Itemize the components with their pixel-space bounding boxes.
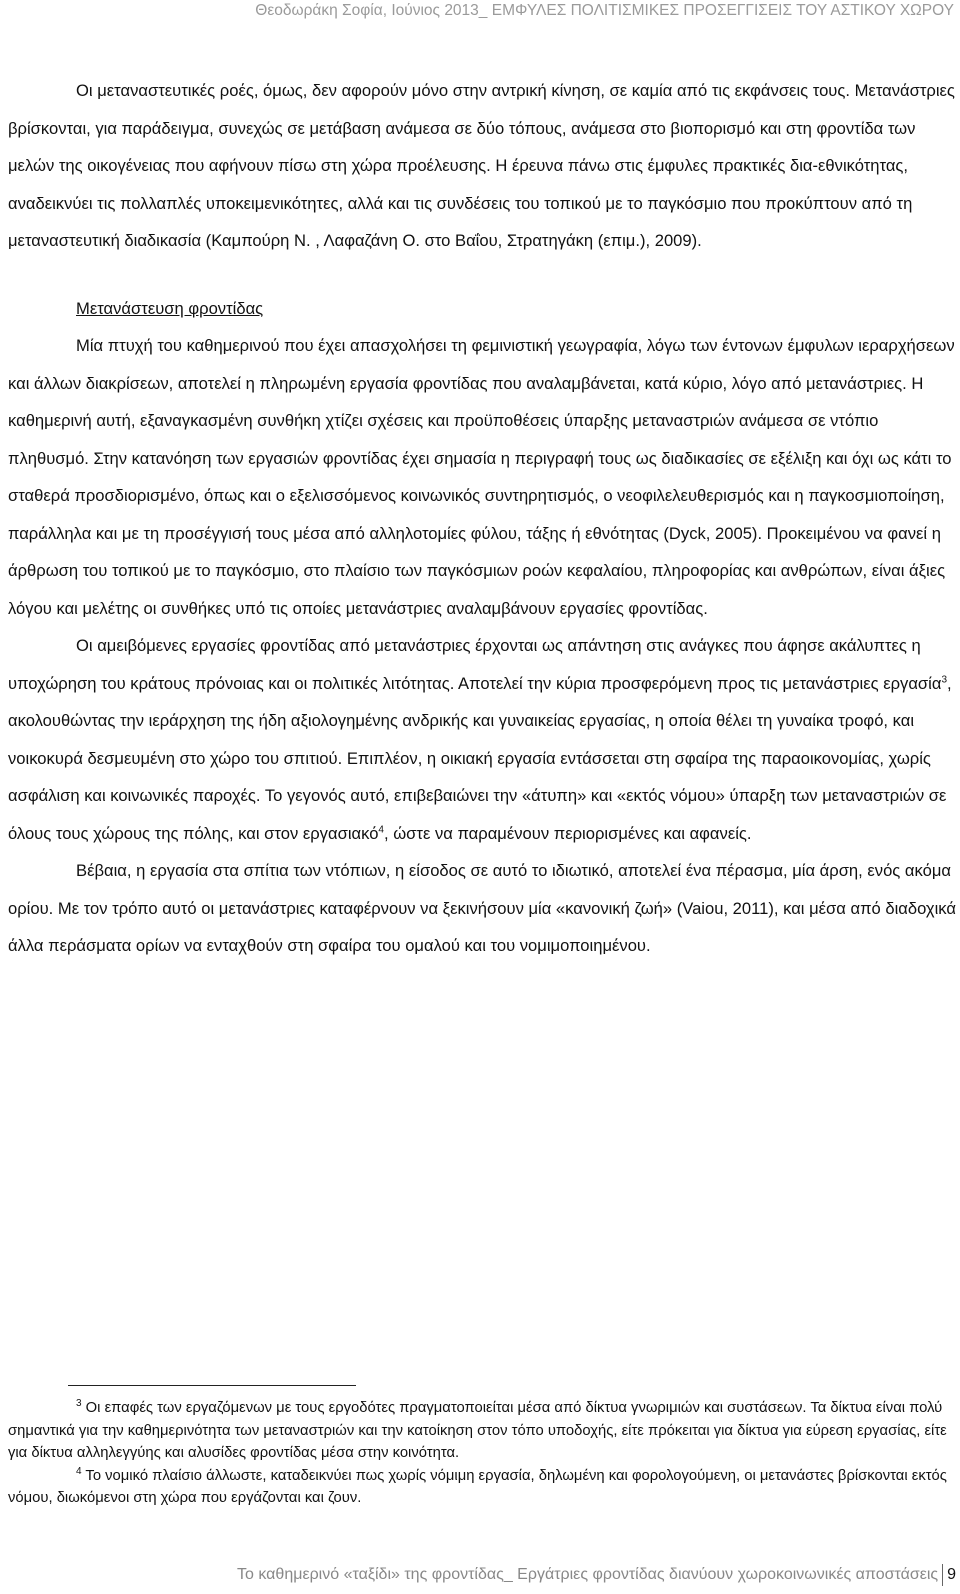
document-body [8,72,956,965]
paragraph-spacer [8,260,956,290]
footer-divider [942,1564,943,1586]
footnotes [8,1397,956,1510]
footnote-separator [68,1385,356,1386]
paragraph-4: Βέβαια, η εργασία στα σπίτια των ντόπιων, η είσοδος σε αυτό το ιδιωτικό, αποτελεί ένα πέρασμα, μία άρση, ενός ακόμα ορίου. Με τον τρόπο αυτό οι μετανάστριες καταφέρνουν να ξεκινήσουν μία «κανονική ζωή» (Vaiou, 2011), και μέσα από διαδοχικά άλλα περάσματα ορίων να ενταχθούν στη σφαίρα του ομαλού και του νομιμοποιημένου. [8,861,956,955]
paragraph-3: Οι αμειβόμενες εργασίες φροντίδας από μετανάστριες έρχονται ως απάντηση στις ανάγκες που άφησε ακάλυπτες η υποχώρηση του κράτους πρόνοιας και οι πολιτικές λιτότητας. Αποτελεί την κύρια προσφερόμενη προς τις μετανάστριες εργασία$^3$, ακολουθώντας την ιεράρχηση της ήδη αξιολογημένης ανδρικής και γυναικείας εργασίας, η οποία θέλει τη γυναίκα τροφό, και νοικοκυρά δεσμευμένη στο χώρο του σπιτιού. Επιπλέον, η οικιακή εργασία εντάσσεται στη σφαίρα της παραοικονομίας, χωρίς ασφάλιση και κοινωνικές παροχές. Το γεγονός αυτό, επιβεβαιώνει την «άτυπη» και «εκτός νόμου» ύπαρξη των μεταναστριών σε όλους τους χώρους της πόλης, και στον εργασιακό$^4$, ώστε να παραμένουν περιορισμένες και αφανείς. [8,636,952,843]
footer-title: Το καθημερινό «ταξίδι» της φροντίδας_ Εργάτριες φροντίδας διανύουν χωροκοινωνικές αποστάσεις [237,1566,939,1583]
running-header: Θεοδωράκη Σοφία, Ιούνιος 2013_ ΕΜΦΥΛΕΣ ΠΟΛΙΤΙΣΜΙΚΕΣ ΠΡΟΣΕΓΓΙΣΕΙΣ ΤΟΥ ΑΣΤΙΚΟΥ ΧΩΡΟΥ [255,2,954,19]
footnote-ref-4[interactable]: 4 [378,823,384,835]
paragraph-1: Οι μεταναστευτικές ροές, όμως, δεν αφορούν μόνο στην αντρική κίνηση, σε καμία από τις εκφάνσεις τους. Μετανάστριες βρίσκονται, για παράδειγμα, συνεχώς σε μετάβαση ανάμεσα σε δύο τόπους, ανάμεσα στο βιοπορισμό και στη φροντίδα των μελών της οικογένειας που αφήνουν πίσω στη χώρα προέλευσης. Η έρευνα πάνω στις έμφυλες πρακτικές δια-εθνικότητας, αναδεικνύει τις πολλαπλές υποκειμενικότητες, αλλά και τις συνδέσεις του τοπικού με το παγκόσμιο που προκύπτουν από τη μεταναστευτική διαδικασία (Καμπούρη Ν. , Λαφαζάνη Ο. στο Βαΐου, Στρατηγάκη (επιμ.), 2009). [8,81,955,250]
page-number: 9 [947,1566,956,1583]
footnote-ref-3[interactable]: 3 [941,673,948,685]
paragraph-2: Μία πτυχή του καθημερινού που έχει απασχολήσει τη φεμινιστική γεωγραφία, λόγω των έντονων έμφυλων ιεραρχήσεων και άλλων διακρίσεων, αποτελεί η πληρωμένη εργασία φροντίδας που αναλαμβάνεται, κατά κύριο, λόγο από μετανάστριες. Η καθημερινή αυτή, εξαναγκασμένη συνθήκη χτίζει σχέσεις και προϋποθέσεις ύπαρξης μεταναστριών ανάμεσα σε ντόπιο πληθυσμό. Στην κατανόηση των εργασιών φροντίδας έχει σημασία η περιγραφή τους ως διαδικασίες σε εξέλιξη και όχι ως κάτι το σταθερά προσδιορισμένο, όπως και ο εξελισσόμενος κοινωνικός συντηρητισμός, ο νεοφιλελευθερισμός και η παγκοσμιοποίηση, παράλληλα και με τη προσέγγισή τους μέσα από αλληλοτομίες φύλου, τάξης ή εθνότητας (Dyck, 2005). Προκειμένου να φανεί η άρθρωση του τοπικού με το παγκόσμιο, στο πλαίσιο των παγκόσμιων ροών κεφαλαίου, πληροφορίας και ανθρώπων, είναι άξιες λόγου και μελέτης οι συνθήκες υπό τις οποίες μετανάστριες αναλαμβάνουν εργασίες φροντίδας. [8,336,955,618]
section-heading: Μετανάστευση φροντίδας [76,298,264,318]
footnote-4: $^4$ Το νομικό πλαίσιο άλλωστε, καταδεικνύει πως χωρίς νόμιμη εργασία, δηλωμένη και φορολογούμενη, οι μετανάστες βρίσκονται εκτός νόμου, διωκόμενοι στη χώρα που εργάζονται και ζουν. [8,1465,947,1506]
running-footer [0,1560,960,1590]
footnote-3: $^3$ Οι επαφές των εργαζόμενων με τους εργοδότες πραγματοποιείται μέσα από δίκτυα γνωριμιών και συστάσεων. Τα δίκτυα είναι πολύ σημαντικά για την καθημερινότητα των μεταναστριών και την κατοίκηση στον τόπο υποδοχής, είτε πρόκειται για δίκτυα για εύρεση εργασίας, είτε για δίκτυα αλληλεγγύης και αλυσίδες φροντίδας μέσα στην κοινότητα. [8,1398,947,1461]
